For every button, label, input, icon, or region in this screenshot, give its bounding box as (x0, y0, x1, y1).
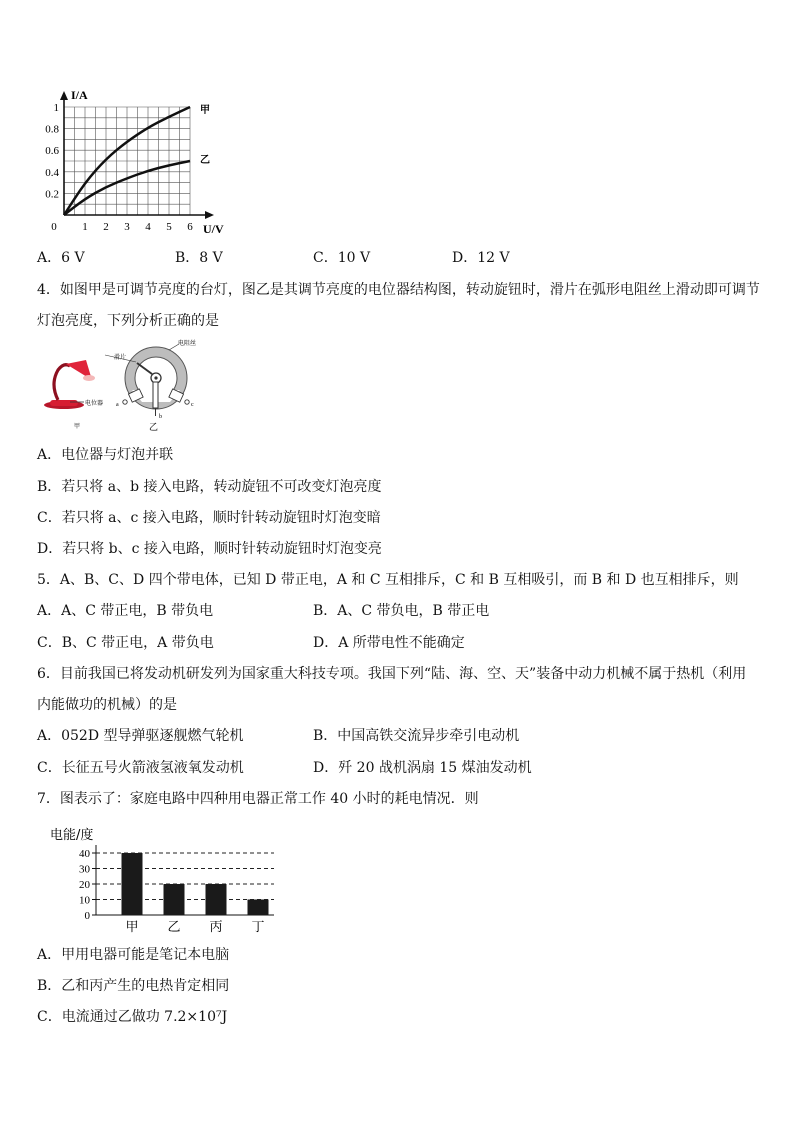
iu-x-tick-label: 2 (103, 221, 109, 233)
lamp-part-label: 电位器 (85, 400, 104, 407)
q4-option-a: A．电位器与灯泡并联 (37, 447, 174, 463)
q3-option-d: D．12 V (452, 250, 510, 266)
iu-x-tick-label: 0 (51, 221, 57, 233)
q4-stem-line1: 4．如图甲是可调节亮度的台灯，图乙是其调节亮度的电位器结构图，转动旋钮时，滑片在弧形电阻丝上滑动即可调节 (37, 282, 760, 298)
q6-stem-line1: 6．目前我国已将发动机研发列为国家重大科技专项。我国下列“陆、海、空、天”装备中动力机械不属于热机（利用 (37, 666, 747, 682)
terminal-b-label: b (159, 414, 162, 420)
bar-category-label: 乙 (167, 920, 181, 935)
iu-y-tick-label: 0.2 (45, 188, 59, 201)
bar-chart-ylabel: 电能/度 (50, 828, 94, 843)
q3-option-c: C．10 V (313, 250, 371, 266)
q7-option-c: C．电流通过乙做功 7.2×10⁷J (37, 1009, 228, 1025)
iu-y-axis-label: I/A (71, 88, 88, 102)
q6-option-b: B．中国高铁交流异步牵引电动机 (313, 728, 520, 744)
bar-y-tick-label: 20 (79, 879, 90, 891)
q7-stem: 7．图表示了：家庭电路中四种用电器正常工作 40 小时的耗电情况．则 (37, 791, 479, 807)
iu-y-tick-label: 1 (53, 102, 59, 114)
q7-option-a: A．甲用电器可能是笔记本电脑 (37, 947, 230, 963)
bar-category-label: 丁 (251, 920, 265, 935)
q6-stem-line2: 内能做功的机械）的是 (37, 697, 177, 713)
bar-category-label: 丙 (209, 920, 223, 935)
potentiometer-caption: 乙 (149, 423, 159, 433)
q4-option-c: C．若只将 a、c 接入电路，顺时针转动旋钮时灯泡变暗 (37, 510, 381, 526)
q6-option-d: D．歼 20 战机涡扇 15 煤油发动机 (313, 760, 532, 776)
bar-y-tick-label: 0 (84, 910, 90, 922)
q5-option-c: C．B、C 带正电，A 带负电 (37, 635, 214, 651)
terminal-c-label: c (191, 402, 194, 408)
q7-option-b: B．乙和丙产生的电热肯定相同 (37, 978, 230, 994)
bar-category-label: 甲 (125, 920, 139, 935)
iu-x-axis-label: U/V (203, 222, 224, 235)
bar-y-tick-label: 30 (79, 863, 90, 876)
wire-label: 电阻丝 (178, 340, 197, 347)
bar-2 (164, 884, 185, 915)
q4-option-d: D．若只将 b、c 接入电路，顺时针转动旋钮时灯泡变亮 (37, 541, 382, 557)
iu-x-tick-label: 1 (82, 221, 88, 233)
slider-label: 滑片 (114, 354, 127, 361)
q4-option-b: B．若只将 a、b 接入电路，转动旋钮不可改变灯泡亮度 (37, 479, 382, 495)
iu-y-axis-arrow (60, 91, 68, 100)
q3-option-b: B．8 V (175, 250, 223, 266)
q5-option-b: B．A、C 带负电，B 带正电 (313, 603, 490, 619)
q6-option-a: A．052D 型导弹驱逐舰燃气轮机 (37, 728, 244, 744)
iu-chart (36, 85, 236, 235)
iu-x-tick-label: 4 (145, 221, 151, 233)
bar-y-tick-label: 10 (79, 894, 90, 907)
bar-y-tick-label: 40 (79, 848, 90, 860)
iu-x-tick-label: 3 (124, 221, 130, 233)
q5-stem: 5．A、B、C、D 四个带电体，已知 D 带正电，A 和 C 互相排斥，C 和 B 互相吸引，而 B 和 D 也互相排斥，则 (37, 572, 739, 588)
q5-option-d: D．A 所带电性不能确定 (313, 635, 465, 651)
iu-x-axis-arrow (205, 211, 214, 219)
iu-x-tick-label: 5 (166, 221, 172, 233)
series-label-yi: 乙 (200, 155, 210, 166)
series-label-jia: 甲 (200, 105, 210, 116)
energy-bar-chart (48, 824, 288, 936)
iu-x-tick-label: 6 (187, 221, 193, 233)
iu-y-tick-label: 0.4 (45, 166, 59, 179)
potentiometer-diagram (105, 339, 196, 433)
bar-1 (122, 853, 143, 915)
q3-option-a: A．6 V (37, 250, 85, 266)
iu-y-tick-label: 0.8 (45, 123, 59, 136)
potentiometer-figure (36, 336, 211, 436)
q4-stem-line2: 灯泡亮度，下列分析正确的是 (37, 313, 219, 329)
terminal-a-label: a (116, 402, 119, 408)
desk-lamp-illustration (44, 360, 103, 430)
bar-4 (248, 900, 269, 916)
bar-3 (206, 884, 227, 915)
lamp-caption: 甲 (74, 423, 81, 430)
iu-chart-grid (64, 107, 190, 215)
q6-option-c: C．长征五号火箭液氢液氧发动机 (37, 760, 244, 776)
iu-y-tick-label: 0.6 (45, 145, 59, 158)
q5-option-a: A．A、C 带正电，B 带负电 (37, 603, 214, 619)
